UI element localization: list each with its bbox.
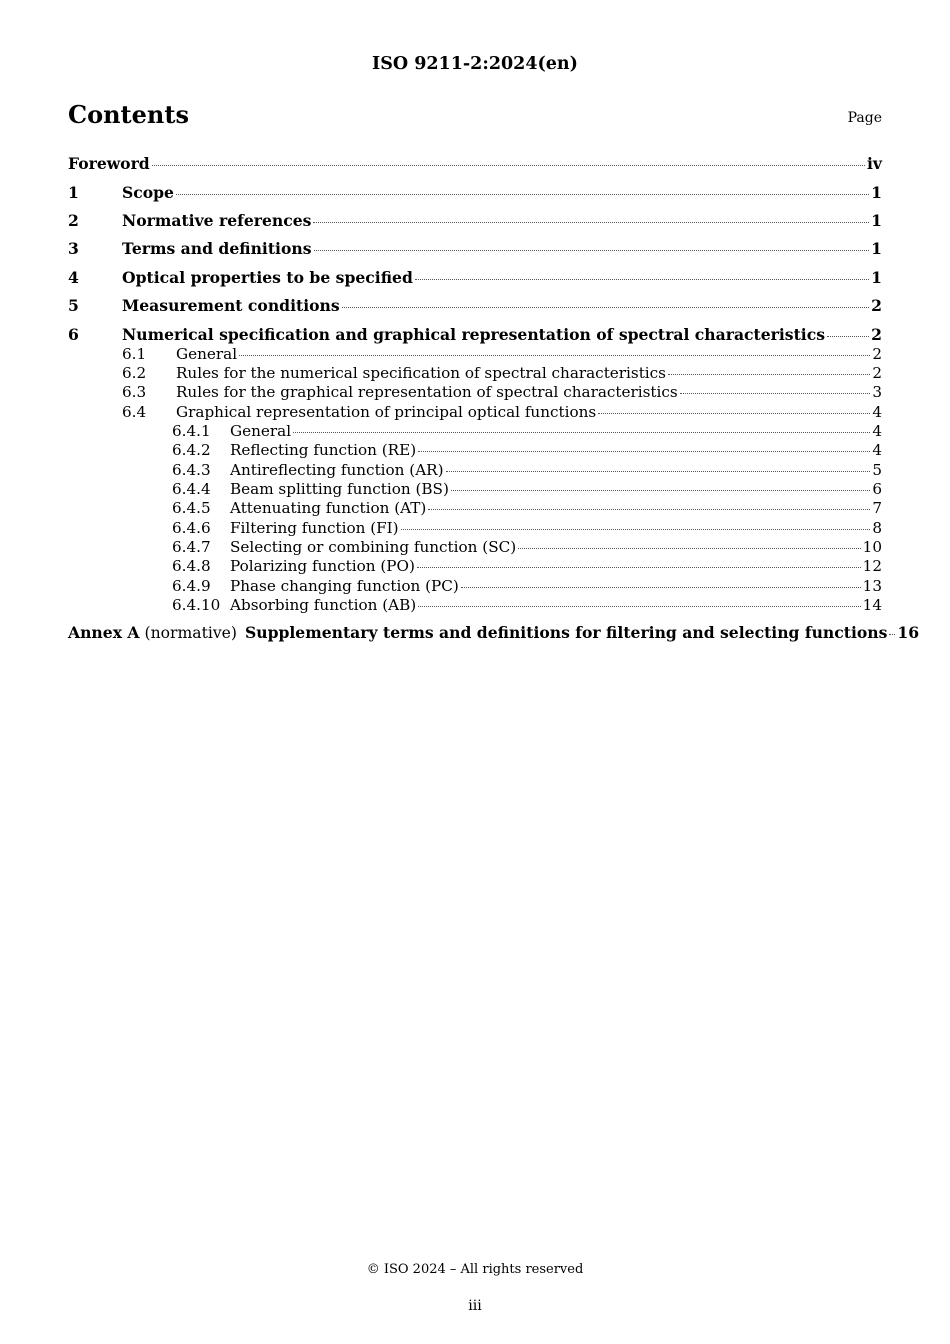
- toc-entry-6-4-10[interactable]: [68, 596, 882, 614]
- leader-dots: [239, 355, 870, 356]
- toc-entry-number: 6.3: [122, 383, 147, 401]
- toc-entry-6-4-4[interactable]: [68, 480, 882, 498]
- toc-entry-number: 6.4.8: [172, 557, 211, 575]
- toc-entry-page: 1: [871, 211, 882, 230]
- annex-title: Supplementary terms and definitions for filtering and selecting functions: [244, 623, 888, 642]
- toc-entry-title: Foreword: [68, 154, 150, 173]
- leader-dots: [401, 529, 871, 530]
- toc-entry-6-4-5[interactable]: [68, 499, 882, 517]
- toc-entry-page: 5: [872, 461, 882, 479]
- toc-entry-title: Antireflecting function (AR): [230, 461, 444, 479]
- leader-dots: [418, 451, 870, 452]
- toc-entry-title: Scope: [122, 183, 174, 202]
- annex-label: Annex A: [68, 623, 140, 642]
- toc-entry-number: 5: [68, 296, 79, 315]
- toc-entry-6-4-3[interactable]: [68, 461, 882, 479]
- toc-entry-number: 6.4.1: [172, 422, 211, 440]
- leader-dots: [451, 490, 870, 491]
- toc-entry-normative-references[interactable]: [68, 211, 882, 230]
- toc-entry-page: 4: [872, 403, 882, 421]
- toc-entry-number: 6.4.5: [172, 499, 211, 517]
- toc-entry-page: 4: [872, 422, 882, 440]
- annex-qualifier: (normative): [144, 624, 237, 642]
- toc-entry-page: 1: [871, 183, 882, 202]
- toc-entry-number: 6.4: [122, 403, 147, 421]
- toc-entry-page: 3: [872, 383, 882, 401]
- page-number: iii: [468, 1298, 482, 1314]
- toc-entry-title: General: [176, 345, 238, 363]
- toc-entry-page: 6: [872, 480, 882, 498]
- toc-entry-title: Rules for the numerical specification of spectral characteristics: [176, 364, 666, 382]
- toc-entry-title: Normative references: [122, 211, 312, 230]
- leader-dots: [680, 393, 871, 394]
- toc-entry-page: iv: [867, 154, 882, 173]
- toc-entry-page: 16: [897, 623, 920, 642]
- leader-dots: [827, 336, 869, 337]
- document-id-header: ISO 9211-2:2024(en): [372, 54, 578, 74]
- page-column-label: Page: [847, 110, 882, 126]
- toc-entry-6-4-1[interactable]: [68, 422, 882, 440]
- leader-dots: [176, 194, 869, 195]
- leader-dots: [417, 567, 861, 568]
- leader-dots: [598, 413, 870, 414]
- toc-entry-page: 2: [872, 364, 882, 382]
- toc-entry-number: 6.2: [122, 364, 147, 382]
- toc-entry-number: 3: [68, 239, 79, 258]
- toc-entry-measurement-conditions[interactable]: [68, 296, 882, 315]
- toc-entry-foreword[interactable]: [68, 154, 882, 173]
- toc-entry-title: Measurement conditions: [122, 296, 340, 315]
- toc-entry-number: 6.4.7: [172, 538, 211, 556]
- toc-entry-number: 6.4.2: [172, 441, 211, 459]
- toc-entry-optical-properties[interactable]: [68, 268, 882, 287]
- leader-dots: [314, 250, 870, 251]
- toc-entry-page: 1: [871, 239, 882, 258]
- toc-entry-title: Polarizing function (PO): [230, 557, 415, 575]
- toc-entry-title: Optical properties to be specified: [122, 268, 413, 287]
- toc-entry-6-4[interactable]: [68, 403, 882, 421]
- toc-entry-6-1[interactable]: [68, 345, 882, 363]
- toc-entry-terms-and-definitions[interactable]: [68, 239, 882, 258]
- toc-entry-page: 2: [871, 325, 882, 344]
- toc-entry-6-4-7[interactable]: [68, 538, 882, 556]
- toc-entry-numerical-specification[interactable]: [68, 325, 882, 344]
- toc-entry-title: Rules for the graphical representation of spectral characteristics: [176, 383, 678, 401]
- toc-entry-title: Absorbing function (AB): [230, 596, 417, 614]
- toc-entry-title: Attenuating function (AT): [230, 499, 427, 517]
- toc-entry-title: Graphical representation of principal optical functions: [176, 403, 597, 421]
- toc-entry-page: 2: [872, 345, 882, 363]
- toc-entry-annex-a[interactable]: [68, 623, 920, 642]
- toc-entry-page: 1: [871, 268, 882, 287]
- toc-entry-page: 14: [862, 596, 882, 614]
- toc-entry-6-4-6[interactable]: [68, 519, 882, 537]
- toc-entry-number: 6.4.3: [172, 461, 211, 479]
- leader-dots: [418, 606, 860, 607]
- leader-dots: [313, 222, 869, 223]
- toc-entry-number: 6: [68, 325, 79, 344]
- contents-title: Contents: [68, 100, 189, 129]
- toc-entry-scope[interactable]: [68, 183, 882, 202]
- leader-dots: [342, 307, 870, 308]
- leader-dots: [152, 165, 865, 166]
- toc-entry-title: Numerical specification and graphical representation of spectral characteristics: [122, 325, 825, 344]
- copyright-footer: © ISO 2024 – All rights reserved: [366, 1262, 584, 1277]
- leader-dots: [668, 374, 870, 375]
- leader-dots: [518, 548, 861, 549]
- toc-entry-title: Selecting or combining function (SC): [230, 538, 517, 556]
- toc-entry-page: 2: [871, 296, 882, 315]
- toc-entry-6-4-8[interactable]: [68, 557, 882, 575]
- leader-dots: [889, 634, 895, 635]
- toc-entry-title: Beam splitting function (BS): [230, 480, 449, 498]
- toc-entry-title: Filtering function (FI): [230, 519, 399, 537]
- toc-entry-page: 4: [872, 441, 882, 459]
- toc-entry-number: 6.4.10: [172, 596, 221, 614]
- toc-entry-number: 6.1: [122, 345, 147, 363]
- toc-entry-number: 6.4.9: [172, 577, 211, 595]
- toc-entry-number: 6.4.4: [172, 480, 211, 498]
- toc-entry-page: 7: [872, 499, 882, 517]
- toc-entry-6-4-9[interactable]: [68, 577, 882, 595]
- toc-entry-6-2[interactable]: [68, 364, 882, 382]
- toc-entry-title: Reflecting function (RE): [230, 441, 417, 459]
- toc-entry-title: General: [230, 422, 292, 440]
- toc-entry-6-4-2[interactable]: [68, 441, 882, 459]
- leader-dots: [446, 471, 871, 472]
- toc-entry-title: Terms and definitions: [122, 239, 312, 258]
- toc-entry-page: 10: [862, 538, 882, 556]
- toc-entry-title: Phase changing function (PC): [230, 577, 459, 595]
- toc-entry-number: 2: [68, 211, 79, 230]
- toc-entry-number: 4: [68, 268, 79, 287]
- toc-entry-page: 8: [872, 519, 882, 537]
- leader-dots: [415, 279, 869, 280]
- leader-dots: [428, 509, 870, 510]
- toc-entry-number: 1: [68, 183, 79, 202]
- toc-entry-page: 13: [862, 577, 882, 595]
- toc-entry-page: 12: [862, 557, 882, 575]
- toc-entry-number: 6.4.6: [172, 519, 211, 537]
- leader-dots: [461, 587, 861, 588]
- toc-entry-6-3[interactable]: [68, 383, 882, 401]
- leader-dots: [293, 432, 870, 433]
